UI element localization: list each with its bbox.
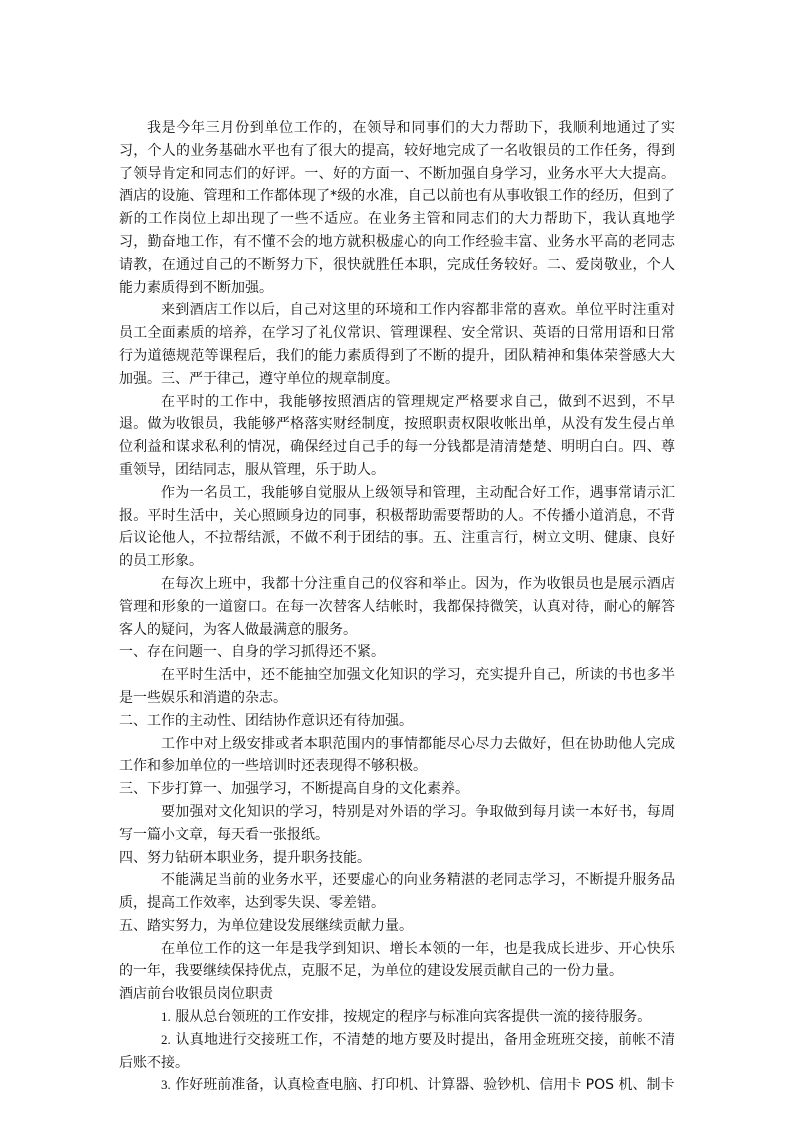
duty-number: 1.: [161, 1009, 171, 1025]
duty-item: [119, 1074, 675, 1097]
duty-number: 3.: [161, 1077, 171, 1093]
section-title-duties: 酒店前台收银员岗位职责: [119, 986, 273, 1003]
document-body: [119, 117, 675, 1097]
paragraph-discipline: 在平时的工作中，我能够按照酒店的管理规定严格要求自己，做到不迟到，不早退。做为收银员，我能够严格落实财经制度，按照职责权限收帐出单，从没有发生侵占单位利益和谋求私利的情况，确保经过自己手的每一分钱都是清清楚楚、明明白白。四、尊重领导，团结同志，服从管理，乐于助人。: [119, 393, 675, 478]
duty-text: 服从总台领班的工作安排，按规定的程序与标准向宾客提供一流的接待服务。: [170, 1009, 652, 1026]
duty-item: [119, 1006, 675, 1029]
duty-text: 认真地进行交接班工作，不清楚的地方要及时提出，备用金班班交接，前帐不清后账不接。: [119, 1031, 675, 1071]
paragraph-conduct: 在每次上班中，我都十分注重自己的仪容和举止。因为，作为收银员也是展示酒店管理和形象的一道窗口。在每一次替客人结帐时，我都保持微笑，认真对待，耐心的解答客人的疑问，为客人做最满意的服务。: [119, 575, 675, 638]
heading-plan-3: 五、踏实努力，为单位建设发展继续贡献力量。: [119, 917, 413, 934]
heading-problem-2: 二、工作的主动性、团结协作意识还有待加强。: [119, 712, 413, 729]
heading-plan-1: 三、下步打算一、加强学习，不断提高自身的文化素养。: [119, 781, 469, 798]
paragraph-environment: 来到酒店工作以后，自己对这里的环境和工作内容都非常的喜欢。单位平时注重对员工全面素质的培养，在学习了礼仪常识、管理课程、安全常识、英语的日常用语和日常行为道德规范等课程后，我们的能力素质得到了不断的提升，团队精神和集体荣誉感大大加强。三、严于律己，遵守单位的规章制度。: [119, 302, 675, 387]
paragraph-teamwork: 作为一名员工，我能够自觉服从上级领导和管理，主动配合好工作，遇事常请示汇报。平时生活中，关心照顾身边的同事，积极帮助需要帮助的人。不传播小道消息，不背后议论他人，不拉帮结派，不做不利于团结的事。五、注重言行，树立文明、健康、良好的员工形象。: [119, 484, 675, 570]
paragraph-problem-1: 在平时生活中，还不能抽空加强文化知识的学习，充实提升自己，所读的书也多半是一些娱乐和消遣的杂志。: [119, 667, 675, 706]
paragraph-intro: 我是今年三月份到单位工作的，在领导和同事们的大力帮助下，我顺利地通过了实习，个人的业务基础水平也有了很大的提高，较好地完成了一名收银员的工作任务，得到了领导肯定和同志们的好评。一、好的方面一、不断加强自身学习，业务水平大大提高。酒店的设施、管理和工作都体现了*级的水准，自己以前也有从事收银工作的经历，但到了新的工作岗位上却出现了一些不适应。在业务主管和同志们的大力帮助下，我认真地学习，勤奋地工作，有不懂不会的地方就积极虚心的向工作经验丰富、业务水平高的老同志请教，在通过自己的不断努力下，很快就胜任本职，完成任务较好。二、爱岗敬业，个人能力素质得到不断加强。: [119, 120, 675, 296]
paragraph-plan-3: 在单位工作的这一年是我学到知识、增长本领的一年，也是我成长进步、开心快乐的一年，我要继续保持优点，克服不足，为单位的建设发展贡献自己的一份力量。: [119, 940, 675, 980]
paragraph-plan-2: 不能满足当前的业务水平，还要虚心的向业务精湛的老同志学习，不断提升服务品质，提高工作效率，达到零失误、零差错。: [119, 872, 675, 912]
heading-plan-2: 四、努力钻研本职业务，提升职务技能。: [119, 849, 371, 866]
paragraph-problem-2: 工作中对上级安排或者本职范围内的事情都能尽心尽力去做好，但在协助他人完成工作和参加单位的一些培训时还表现得不够积极。: [119, 735, 675, 775]
duty-text: 作好班前准备，认真检查电脑、打印机、计算器、验钞机、信用卡 POS 机、制卡: [170, 1077, 675, 1094]
heading-problem-1: 一、存在问题一、自身的学习抓得还不紧。: [119, 644, 385, 661]
paragraph-plan-1: 要加强对文化知识的学习，特别是对外语的学习。争取做到每月读一本好书，每周写一篇小文章，每天看一张报纸。: [119, 803, 675, 843]
duty-number: 2.: [161, 1031, 171, 1047]
duty-item: [119, 1029, 675, 1075]
